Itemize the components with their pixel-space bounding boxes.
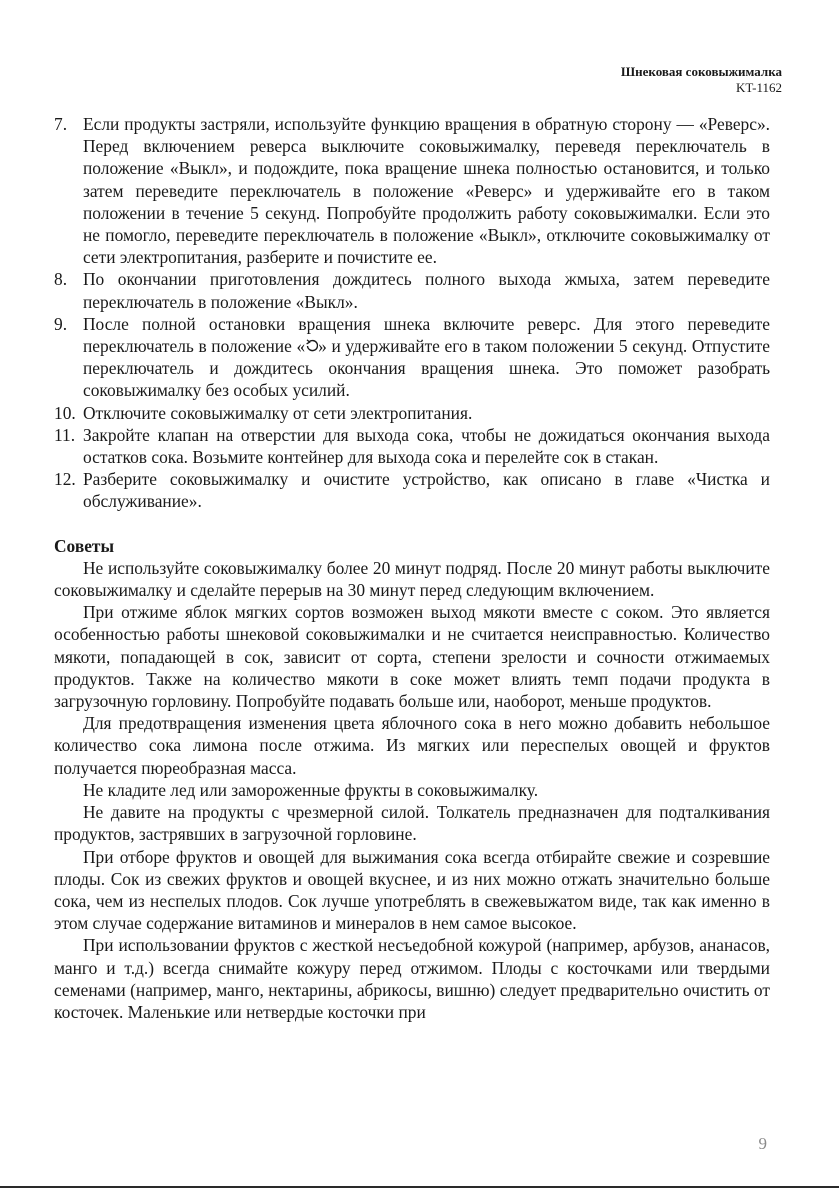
step-text: Отключите соковыжималку от сети электропитания.: [83, 402, 473, 423]
step-number: 7.: [54, 114, 68, 134]
reverse-rotation-icon: [305, 339, 318, 353]
step-number: 12.: [54, 469, 76, 490]
steps-list: [54, 113, 770, 513]
step-number: 9.: [54, 313, 68, 334]
tip-paragraph: Для предотвращения изменения цвета яблочного сока в него можно добавить небольшое количество сока лимона после отжима. Из мягких или переспелых овощей и фруктов получается пюреобразная масса.: [54, 713, 770, 778]
tip-paragraph: При использовании фруктов с жесткой несъедобной кожурой (например, арбузов, ананасов, манго и т.д.) всегда снимайте кожуру перед отжимом. Плоды с косточками или твердыми семенами (например, манго, нектарины, абрикосы, вишню) следует предварительно очистить от косточек. Маленькие или нетвердые косточки при: [54, 935, 770, 1022]
tip-paragraph: Не используйте соковыжималку более 20 минут подряд. После 20 минут работы выключите соковыжималку и сделайте перерыв на 30 минут перед следующим включением.: [54, 557, 770, 601]
step-text: Закройте клапан на отверстии для выхода сока, чтобы не дожидаться окончания выхода остатков сока. Возьмите контейнер для выхода сока и перелейте сок в стакан.: [83, 424, 770, 468]
step-text: По окончании приготовления дождитесь полного выхода жмыха, затем переведите переключатель в положение «Выкл».: [83, 269, 770, 312]
header-title: Шнековая соковыжималка: [620, 64, 782, 79]
step-item: [54, 402, 770, 424]
tips-heading: Советы: [54, 535, 115, 556]
step-text: Разберите соковыжималку и очистите устройство, как описано в главе «Чистка и обслуживание».: [83, 469, 770, 512]
running-header: [621, 64, 782, 96]
step-number: 8.: [54, 269, 68, 290]
page-number: 9: [758, 1134, 767, 1153]
step-item: [54, 268, 770, 312]
header-model: KT-1162: [736, 80, 782, 95]
tip-paragraph: При отжиме яблок мягких сортов возможен выход мякоти вместе с соком. Это является особенностью работы шнековой соковыжималки и не считается неисправностью. Количество мякоти, попадающей в сок, зависит от сорта, степени зрелости и сочности отжимаемых продуктов. Также на количество мякоти в соке может влиять темп подачи продукта в загрузочную горловину. Попробуйте подавать больше или, наоборот, меньше продуктов.: [54, 602, 770, 712]
step-text-before-icon: После полной остановки вращения шнека включите реверс. Для этого переведите переключатель в положение «: [83, 313, 770, 357]
step-text-after-icon: » и удерживайте его в таком положении 5 секунд. Отпустите переключатель и дождитесь окончания вращения шнека. Это поможет разобрать соковыжималку без особых усилий.: [83, 336, 771, 401]
step-number: 10.: [54, 402, 76, 423]
step-item: [54, 468, 770, 512]
step-item: [54, 113, 770, 268]
tip-paragraph: Не кладите лед или замороженные фрукты в соковыжималку.: [83, 779, 539, 800]
step-number: 11.: [54, 424, 76, 445]
step-item: [54, 424, 770, 468]
tip-paragraph: Не давите на продукты с чрезмерной силой. Толкатель предназначен для подталкивания продуктов, застрявших в загрузочной горловине.: [54, 802, 770, 845]
step-text: Если продукты застряли, используйте функцию вращения в обратную сторону — «Реверс». Перед включением реверса выключите соковыжималку, переведя переключатель в положение «Выкл», и подождите, пока вращение шнека полностью остановится, и только затем переведите переключатель в положение «Реверс» и удерживайте его в таком положении в течение 5 секунд. Попробуйте продолжить работу соковыжималки. Если это не помогло, переведите переключатель в положение «Выкл», отключите соковыжималку от сети электропитания, разберите и почистите ее.: [83, 114, 770, 268]
tip-paragraph: При отборе фруктов и овощей для выжимания сока всегда отбирайте свежие и созревшие плоды. Сок из свежих фруктов и овощей вкуснее, и из них можно отжать значительно больше сока, чем из неспелых плодов. Сок лучше употреблять в свежевыжатом виде, так как именно в этом случае содержание витаминов и минералов в нем самое высокое.: [54, 846, 770, 934]
step-item: [54, 313, 770, 402]
bottom-divider: [0, 1186, 839, 1188]
page-content: [54, 113, 770, 1023]
